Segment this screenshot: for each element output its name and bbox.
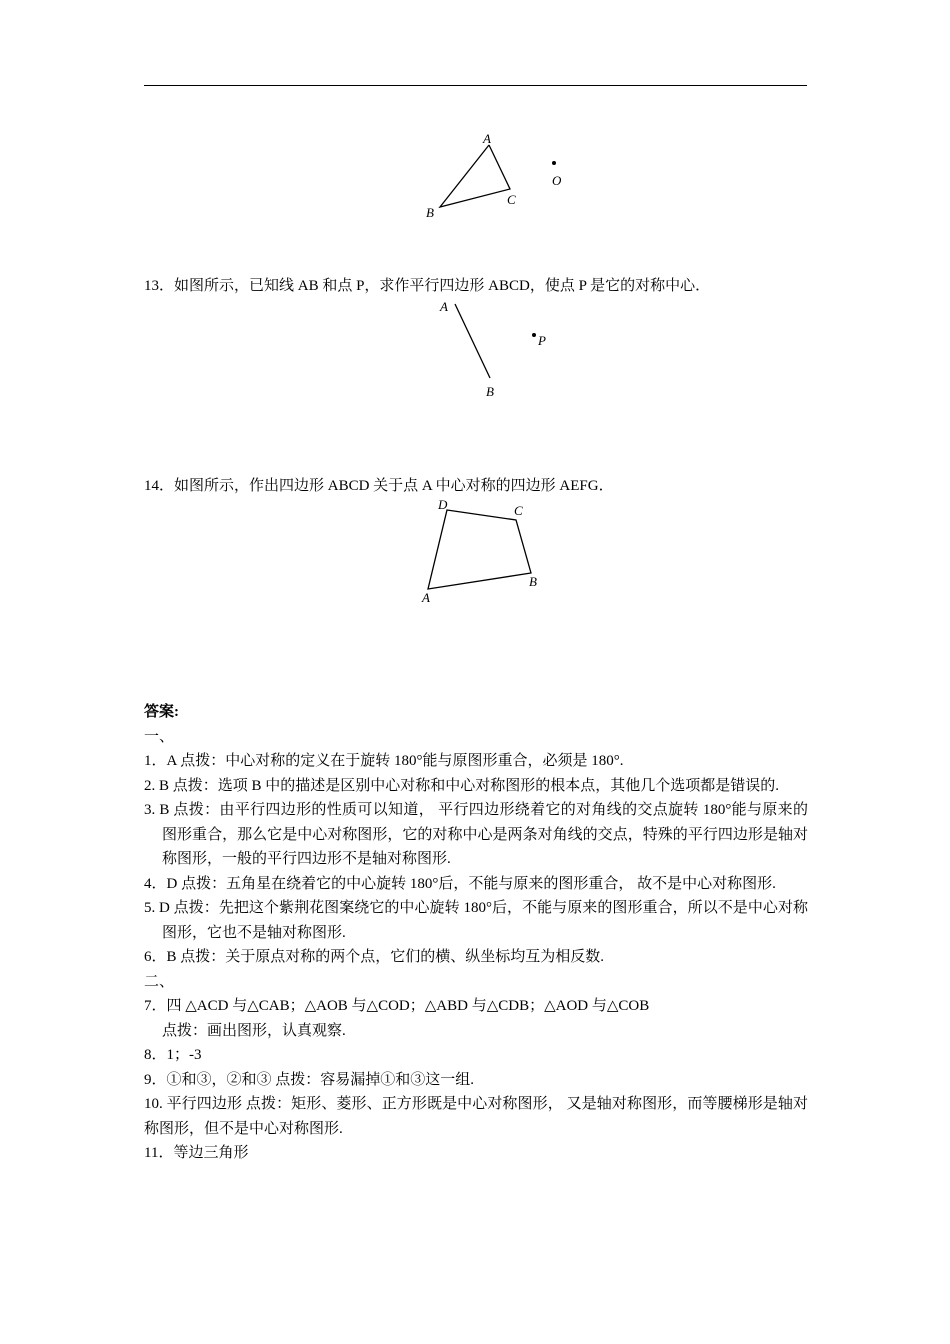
triangle-abc-shape <box>440 145 510 207</box>
section-one-heading: 一、 <box>144 728 175 745</box>
label-o: O <box>552 173 562 188</box>
label-b: B <box>486 384 494 399</box>
answer-5: 5. D 点拨：先把这个紫荆花图案绕它的中心旋转 180°后，不能与原来的图形重合，所以不是中心对称图形，它也不是轴对称图形. <box>144 900 808 941</box>
answer-1: 1．A 点拨：中心对称的定义在于旋转 180°能与原图形重合，必须是 180°. <box>144 753 624 769</box>
label-a: A <box>440 299 448 314</box>
answer-2: 2. B 点拨：选项 B 中的描述是区别中心对称和中心对称图形的根本点，其他几个选项都是错误的. <box>144 777 780 794</box>
label-c: C <box>507 192 516 207</box>
answer-11: 11．等边三角形 <box>144 1145 249 1161</box>
segment-ab-figure <box>430 298 560 408</box>
answer-8: 8．1；-3 <box>144 1047 202 1063</box>
answer-9: 9．①和③，②和③ 点拨：容易漏掉①和③这一组. <box>144 1071 475 1088</box>
label-a: A <box>422 590 430 605</box>
label-c: C <box>514 503 523 518</box>
label-d: D <box>438 497 448 512</box>
label-b: B <box>426 205 434 220</box>
segment-ab-line <box>455 304 490 378</box>
answer-3: 3. B 点拨：由平行四边形的性质可以知道， 平行四边形绕着它的对角线的交点旋转 180°能与原来的图形重合，那么它是中心对称图形，它的对称中心是两条对角线的交点，特殊的平行四边形是轴对称图形，一般的平行四边形不是轴对称图形. <box>144 802 808 867</box>
answers-heading: 答案: <box>144 704 179 720</box>
point-p-dot <box>532 333 536 337</box>
label-p: P <box>538 333 546 348</box>
label-b: B <box>529 574 537 589</box>
label-a: A <box>483 131 491 146</box>
header-rule <box>144 85 807 86</box>
quadrilateral-abcd-figure <box>410 495 560 610</box>
point-o-dot <box>552 161 556 165</box>
question-13: 13．如图所示，已知线 AB 和点 P，求作平行四边形 ABCD，使点 P 是它的对称中心． <box>144 278 711 294</box>
answer-7: 7．四 △ACD 与△CAB；△AOB 与△COD；△ABD 与△CDB；△AOD 与△COB <box>144 998 650 1014</box>
triangle-abc-figure <box>400 125 600 225</box>
answer-7-hint: 点拨：画出图形，认真观察. <box>162 1022 346 1039</box>
answer-10: 10. 平行四边形 点拨：矩形、菱形、正方形既是中心对称图形， 又是轴对称图形，而等腰梯形是轴对称图形，但不是中心对称图形. <box>144 1096 808 1137</box>
quadrilateral-abcd-shape <box>428 510 531 589</box>
section-two-heading: 二、 <box>144 973 175 990</box>
answer-4: 4．D 点拨：五角星在绕着它的中心旋转 180°后，不能与原来的图形重合， 故不是中心对称图形. <box>144 875 776 892</box>
answers-section <box>144 700 808 1166</box>
question-14: 14．如图所示，作出四边形 ABCD 关于点 A 中心对称的四边形 AEFG． <box>144 478 614 494</box>
answer-6: 6．B 点拨：关于原点对称的两个点，它们的横、纵坐标均互为相反数. <box>144 949 605 965</box>
